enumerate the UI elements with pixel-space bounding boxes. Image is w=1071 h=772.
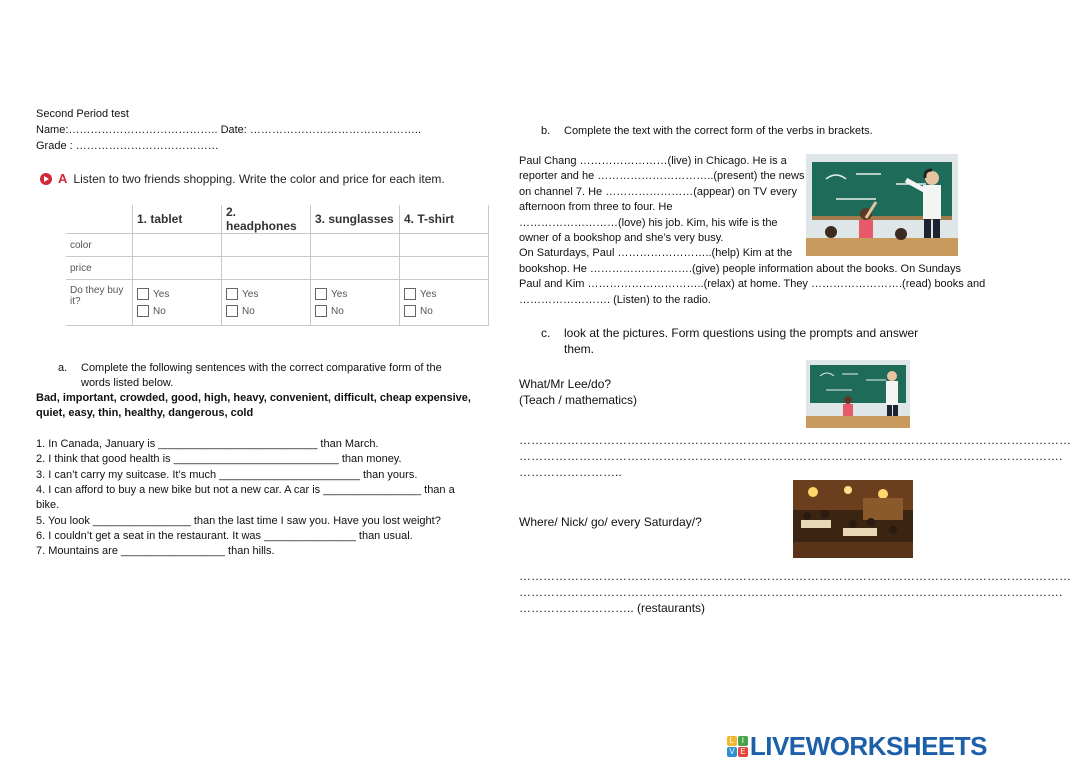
no-checkbox[interactable]: No — [137, 303, 217, 320]
sentence-1[interactable]: 1. In Canada, January is __________________________ than March. — [36, 438, 379, 450]
no-checkbox[interactable]: No — [226, 303, 306, 320]
row-label-price: price — [66, 257, 133, 280]
sentence-3[interactable]: 3. I can’t carry my suitcase. It’s much _______________________ than yours. — [36, 469, 418, 481]
answer-cell[interactable] — [400, 234, 489, 257]
text-line: owner of a bookshop and she’s very busy. — [519, 232, 724, 244]
section-c-instruction-2: them. — [564, 342, 595, 356]
listening-instruction-text: Listen to two friends shopping. Write the color and price for each item. — [73, 171, 445, 186]
answer-line[interactable]: ………………………………………………………………………………………………………………………… — [519, 569, 1071, 583]
logo-mark: L I V E — [727, 736, 748, 757]
sentence-7[interactable]: 7. Mountains are _________________ than hills. — [36, 545, 275, 557]
answer-line[interactable]: …………………….. — [519, 465, 622, 479]
section-a-instruction-2: words listed below. — [81, 377, 174, 389]
listening-instruction — [40, 171, 445, 186]
answer-cell[interactable] — [311, 234, 400, 257]
word-bank: Bad, important, crowded, good, high, heavy, convenient, difficult, cheap expensive, — [36, 392, 471, 404]
answer-line[interactable]: ………………………………………………………………………………………………………………………. — [519, 585, 1063, 599]
text-line[interactable]: reporter and he …………………………..(present) the news — [519, 170, 805, 182]
yes-checkbox[interactable]: Yes — [315, 286, 395, 303]
col-header: 4. T-shirt — [400, 205, 489, 234]
sentence-6[interactable]: 6. I couldn’t get a seat in the restaurant. It was _______________ than usual. — [36, 530, 413, 542]
answer-line[interactable]: ………………………………………………………………………………………………………………………. — [519, 449, 1063, 463]
page-title: Second Period test — [36, 108, 129, 120]
answer-cell[interactable] — [311, 257, 400, 280]
section-b-instruction: Complete the text with the correct form of the verbs in brackets. — [564, 125, 873, 137]
sentence-4-cont: bike. — [36, 499, 60, 511]
word-bank-2: quiet, easy, thin, healthy, dangerous, cold — [36, 407, 254, 419]
text-line[interactable]: On Saturdays, Paul ……………………..(help) Kim at the — [519, 247, 793, 259]
text-line: afternoon from three to four. He — [519, 201, 673, 213]
text-line[interactable]: bookshop. He ……………………….(give) people information about the books. On Sundays — [519, 263, 962, 275]
liveworksheets-logo[interactable] — [727, 731, 987, 762]
teacher-small-image — [806, 360, 910, 428]
col-header: 1. tablet — [133, 205, 222, 234]
yes-checkbox[interactable]: Yes — [226, 286, 306, 303]
no-checkbox[interactable]: No — [404, 303, 484, 320]
question-2-prompt: Where/ Nick/ go/ every Saturday/? — [519, 515, 702, 529]
answer-cell[interactable] — [222, 257, 311, 280]
answer-line[interactable]: ………………………………………………………………………………………………………………………… — [519, 433, 1071, 447]
restaurant-image — [793, 480, 913, 558]
section-c-label: c. — [541, 326, 551, 340]
name-date-line[interactable]: Name:………………………………….. Date: ……………………………………….. — [36, 124, 422, 136]
buy-choice-cell — [400, 280, 489, 326]
text-line[interactable]: on channel 7. He ……………………(appear) on TV every — [519, 186, 797, 198]
answer-cell[interactable] — [400, 257, 489, 280]
text-line[interactable]: Paul Chang ……………………(live) in Chicago. He is a — [519, 155, 787, 167]
listening-table — [66, 205, 489, 326]
section-b-label: b. — [541, 125, 551, 137]
grade-line[interactable]: Grade : ………………………………… — [36, 140, 219, 152]
row-label-buy: Do they buy it? — [66, 280, 133, 326]
play-audio-icon[interactable] — [40, 173, 52, 185]
text-line[interactable]: ……………………. (Listen) to the radio. — [519, 294, 711, 306]
answer-cell[interactable] — [222, 234, 311, 257]
activity-letter: A — [58, 171, 68, 186]
section-c-instruction: look at the pictures. Form questions using the prompts and answer — [564, 326, 919, 340]
teacher-classroom-image — [806, 154, 958, 256]
section-a-instruction: Complete the following sentences with the correct comparative form of the — [81, 362, 442, 374]
question-1-hint: (Teach / mathematics) — [519, 393, 638, 407]
buy-choice-cell — [222, 280, 311, 326]
yes-checkbox[interactable]: Yes — [137, 286, 217, 303]
col-header: 2. headphones — [222, 205, 311, 234]
no-checkbox[interactable]: No — [315, 303, 395, 320]
text-line[interactable]: Paul and Kim …………………………..(relax) at home. They …………………….(read) books and — [519, 278, 986, 290]
col-header: 3. sunglasses — [311, 205, 400, 234]
logo-text: LIVEWORKSHEETS — [749, 731, 987, 761]
sentence-4[interactable]: 4. I can afford to buy a new bike but not a new car. A car is ________________ than a — [36, 484, 455, 496]
row-label-color: color — [66, 234, 133, 257]
answer-cell[interactable] — [133, 257, 222, 280]
section-a-label: a. — [58, 362, 68, 374]
text-line[interactable]: ………………………(love) his job. Kim, his wife is the — [519, 217, 778, 229]
answer-cell[interactable] — [133, 234, 222, 257]
sentence-5[interactable]: 5. You look ________________ than the last time I saw you. Have you lost weight? — [36, 515, 441, 527]
question-1-prompt: What/Mr Lee/do? — [519, 377, 612, 391]
buy-choice-cell — [133, 280, 222, 326]
yes-checkbox[interactable]: Yes — [404, 286, 484, 303]
answer-line[interactable]: ……………………….. (restaurants) — [519, 601, 706, 615]
buy-choice-cell — [311, 280, 400, 326]
sentence-2[interactable]: 2. I think that good health is ___________________________ than money. — [36, 453, 402, 465]
